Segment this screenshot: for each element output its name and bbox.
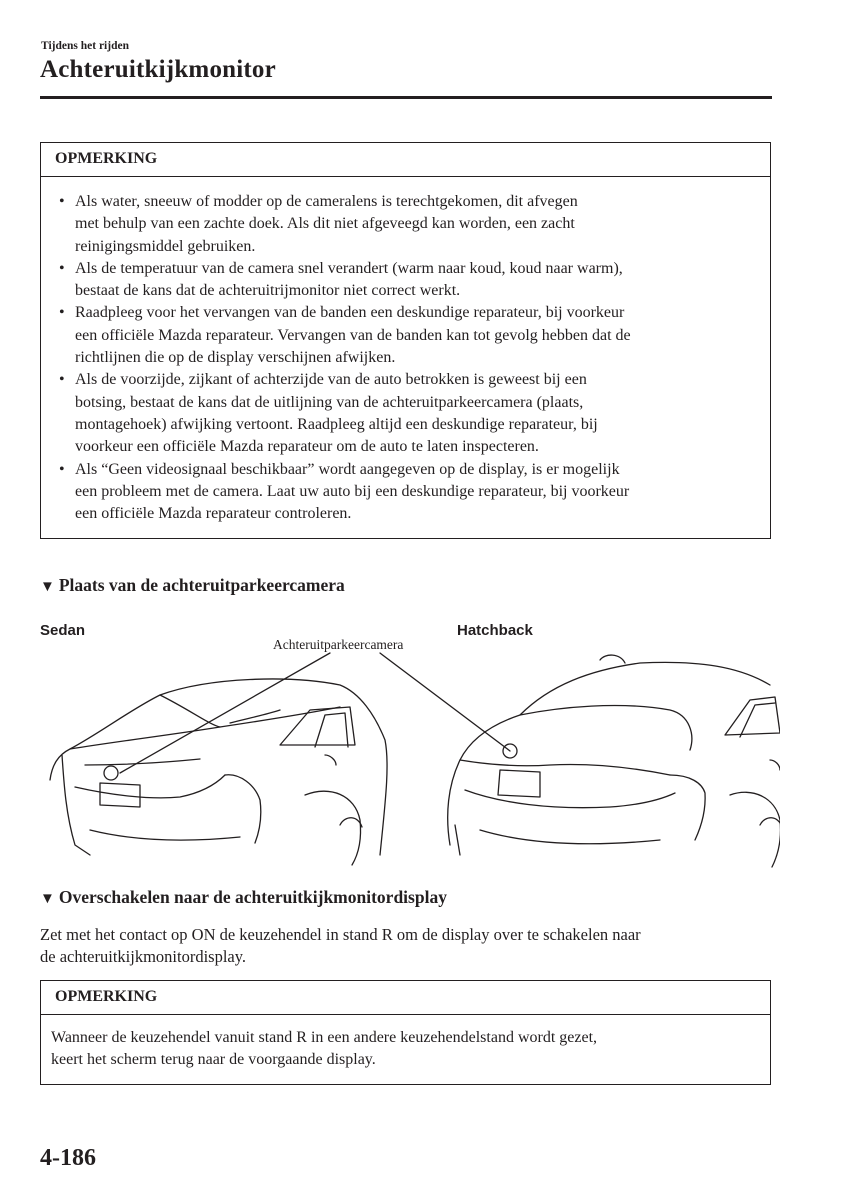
bullet-icon: • [59, 460, 65, 478]
page-number: 4-186 [40, 1145, 96, 1171]
note-text [41, 1015, 770, 1072]
note-list-item-line: voorkeur een officiële Mazda reparateur om de auto te laten inspecteren. [75, 438, 539, 456]
note-list-item [59, 258, 752, 303]
subsection-title: Plaats van de achteruitparkeercamera [58, 575, 345, 595]
body-paragraph [40, 924, 772, 969]
bullet-icon: • [59, 304, 65, 322]
note-list [41, 177, 770, 525]
note-list-item-line: Raadpleeg voor het vervangen van de banden een deskundige reparateur, bij voorkeur [75, 304, 625, 322]
note-box-1 [40, 142, 771, 539]
sedan-illustration [50, 679, 387, 865]
note-list-item-line: Als water, sneeuw of modder op de cameralens is terechtgekomen, dit afvegen [75, 193, 578, 210]
fig-label-sedan: Sedan [40, 622, 86, 639]
subsection-heading-switch-display [40, 887, 447, 908]
triangle-icon: ▼ [40, 891, 55, 907]
bullet-icon: • [59, 193, 65, 210]
title-rule [40, 96, 772, 99]
triangle-icon: ▼ [40, 579, 55, 595]
section-label: Tijdens het rijden [41, 40, 129, 52]
callout-leader-hatchback [380, 653, 510, 751]
note-list-item-line: reinigingsmiddel gebruiken. [75, 237, 256, 255]
note-box-2 [40, 980, 771, 1085]
note-list-item [59, 191, 752, 258]
note-list-item-line: een probleem met de camera. Laat uw auto bij een deskundige reparateur, bij voorkeur [75, 482, 630, 500]
note-list-item-line: richtlijnen die op de display verschijnen afwijken. [75, 349, 396, 367]
bullet-icon: • [59, 371, 65, 389]
note-list-item [59, 459, 752, 526]
note-list-item-line: een officiële Mazda reparateur. Vervangen van de banden kan tot gevolg hebben dat de [75, 326, 631, 344]
fig-label-hatchback: Hatchback [457, 622, 533, 639]
bullet-icon: • [59, 259, 65, 277]
note-list-item-line: botsing, bestaat de kans dat de uitlijning van de achteruitparkeercamera (plaats, [75, 393, 584, 411]
note-list-item-line: Als de voorzijde, zijkant of achterzijde van de auto betrokken is geweest bij een [75, 371, 587, 389]
note-list-item-line: met behulp van een zachte doek. Als dit niet afgeveegd kan worden, een zacht [75, 215, 575, 233]
callout-leader-sedan [120, 653, 330, 773]
subsection-title: Overschakelen naar de achteruitkijkmonitordisplay [58, 887, 447, 907]
callout-camera: Achteruitparkeercamera [273, 637, 404, 652]
note-list-item-line: een officiële Mazda reparateur controleren. [75, 505, 352, 523]
subsection-heading-camera-location [40, 575, 345, 596]
hatchback-illustration [448, 655, 780, 867]
note-list-item [59, 302, 752, 369]
body-line: Zet met het contact op ON de keuzehendel in stand R om de display over te schakelen naar [40, 925, 641, 944]
camera-location-figure [40, 615, 780, 870]
note-list-item-line: bestaat de kans dat de achteruitrijmonitor niet correct werkt. [75, 282, 461, 300]
note-line: Wanneer de keuzehendel vanuit stand R in een andere keuzehendelstand wordt gezet, [51, 1029, 598, 1046]
note-list-item [59, 369, 752, 458]
page-title: Achteruitkijkmonitor [40, 56, 276, 83]
note-heading: OPMERKING [41, 981, 770, 1015]
note-heading: OPMERKING [41, 143, 770, 177]
note-list-item-line: Als de temperatuur van de camera snel verandert (warm naar koud, koud naar warm), [75, 259, 623, 277]
body-line: de achteruitkijkmonitordisplay. [40, 947, 247, 967]
note-line: keert het scherm terug naar de voorgaande display. [51, 1051, 376, 1069]
note-list-item-line: montagehoek) afwijking vertoont. Raadpleeg altijd een deskundige reparateur, bij [75, 415, 598, 433]
note-list-item-line: Als “Geen videosignaal beschikbaar” wordt aangegeven op de display, is er mogelijk [75, 460, 620, 478]
